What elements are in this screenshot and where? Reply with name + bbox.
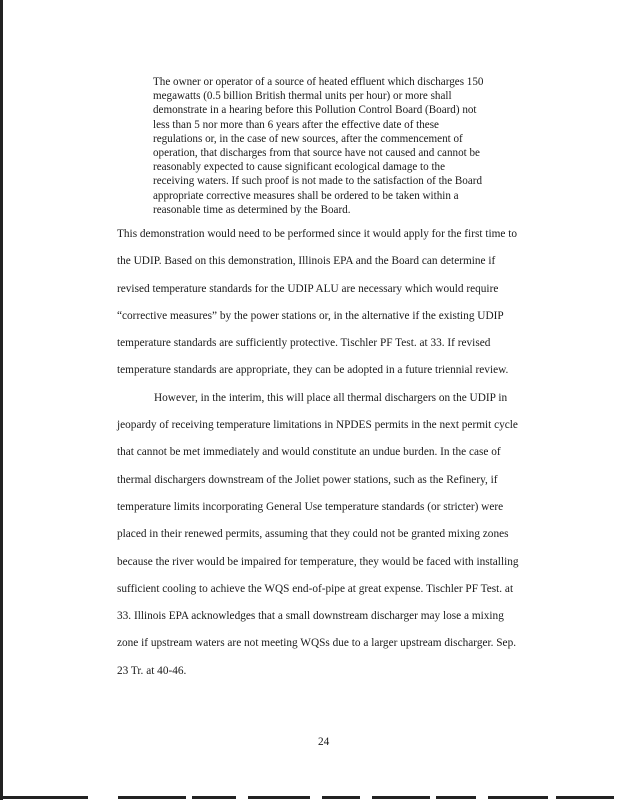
quote-line: demonstrate in a hearing before this Pollution Control Board (Board) not	[153, 104, 477, 117]
scan-footer-mark	[556, 796, 614, 799]
body-line: that cannot be met immediately and would constitute an undue burden. In the case of	[117, 446, 501, 459]
page-number: 24	[318, 736, 330, 748]
scan-footer-mark	[488, 796, 548, 799]
body-line: sufficient cooling to achieve the WQS end-of-pipe at great expense. Tischler PF Test. at	[117, 582, 514, 595]
body-line: placed in their renewed permits, assuming that they could not be granted mixing zones	[117, 528, 509, 541]
quote-line: megawatts (0.5 billion British thermal units per hour) or more shall	[153, 90, 452, 103]
quote-line: reasonably expected to cause significant ecological damage to the	[153, 161, 446, 174]
quote-line: operation, that discharges from that source have not caused and cannot be	[153, 147, 480, 160]
scan-footer-mark	[248, 796, 310, 799]
body-line: 23 Tr. at 40-46.	[117, 664, 187, 677]
body-line: thermal dischargers downstream of the Joliet power stations, such as the Refinery, if	[117, 473, 498, 486]
quote-line: The owner or operator of a source of heated effluent which discharges 150	[153, 76, 484, 88]
scan-footer-mark	[192, 796, 236, 799]
body-line-paragraph-start: However, in the interim, this will place all thermal dischargers on the UDIP in	[154, 391, 508, 404]
body-line: This demonstration would need to be performed since it would apply for the first time to	[117, 228, 518, 240]
quote-line: appropriate corrective measures shall be ordered to be taken within a	[153, 189, 459, 202]
scan-footer-mark	[436, 796, 476, 799]
body-line: 33. Illinois EPA acknowledges that a small downstream discharger may lose a mixing	[117, 610, 504, 623]
scan-footer-mark	[322, 796, 360, 799]
body-line: “corrective measures” by the power stations or, in the alternative if the existing UDIP	[117, 309, 504, 322]
scan-left-edge	[0, 0, 3, 800]
body-line: zone if upstream waters are not meeting WQSs due to a larger upstream discharger. Sep.	[117, 637, 517, 650]
body-line: temperature standards are sufficiently protective. Tischler PF Test. at 33. If revised	[117, 337, 491, 350]
body-line: jeopardy of receiving temperature limitations in NPDES permits in the next permit cycle	[117, 419, 518, 432]
body-line: temperature standards are appropriate, they can be adopted in a future triennial review.	[117, 364, 509, 377]
block-quote	[153, 75, 523, 217]
quote-line: regulations or, in the case of new sources, after the commencement of	[153, 132, 463, 145]
quote-line: less than 5 nor more than 6 years after the effective date of these	[153, 118, 439, 131]
body-line: the UDIP. Based on this demonstration, Illinois EPA and the Board can determine if	[117, 255, 496, 268]
scan-footer-mark	[0, 796, 88, 799]
quote-line: receiving waters. If such proof is not made to the satisfaction of the Board	[153, 175, 483, 188]
quote-line: reasonable time as determined by the Board.	[153, 203, 351, 216]
body-line: temperature limits incorporating General Use temperature standards (or stricter) were	[117, 500, 504, 513]
body-line: because the river would be impaired for temperature, they would be faced with installing	[117, 555, 519, 568]
scan-footer-mark	[372, 796, 430, 799]
scan-footer-mark	[118, 796, 186, 799]
body-paragraphs	[117, 226, 557, 690]
body-line: revised temperature standards for the UDIP ALU are necessary which would require	[117, 282, 499, 295]
